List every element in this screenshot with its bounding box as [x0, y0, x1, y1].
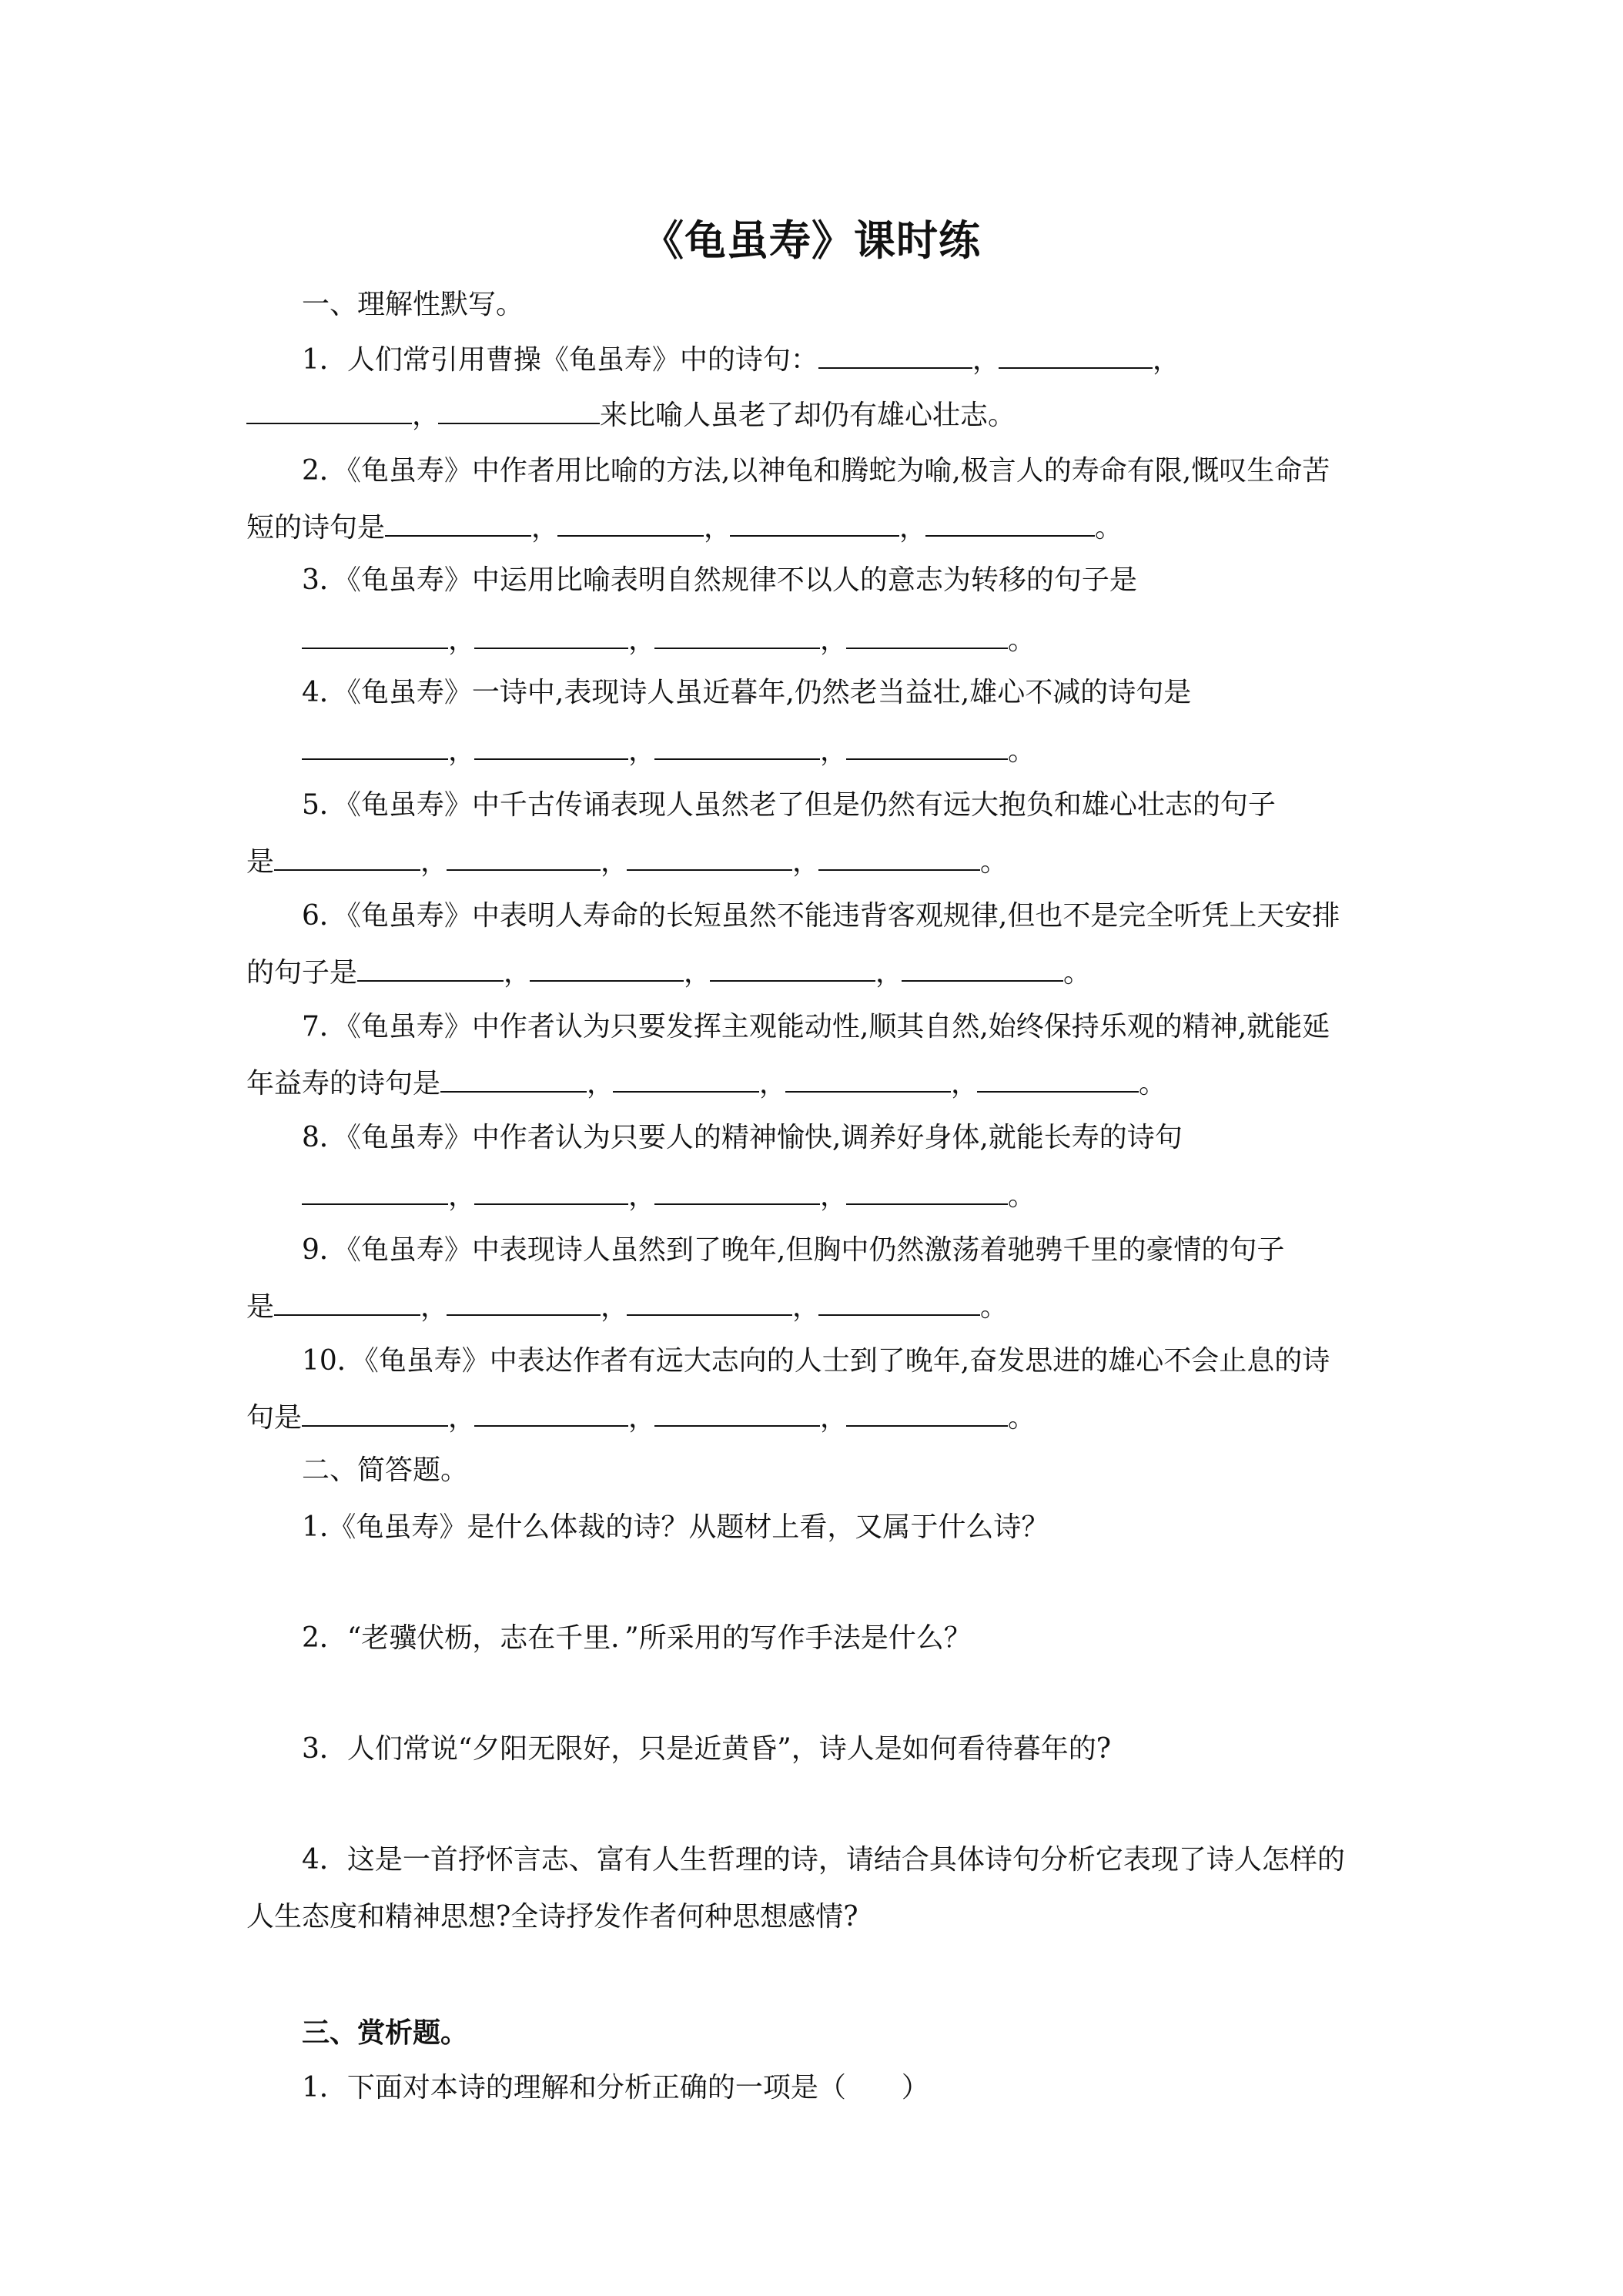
- q8-line2: [302, 1176, 1036, 1215]
- period: 。: [1008, 1180, 1036, 1212]
- comma: ，: [628, 624, 657, 656]
- comma: ，: [820, 1180, 848, 1212]
- comma: ，: [601, 1291, 629, 1323]
- section2-q1: 1.《龟虽寿》是什么体裁的诗？从题材上看，又属于什么诗？: [302, 1511, 1049, 1543]
- q1-suffix: 来比喻人虽老了却仍有雄心壮志。: [600, 400, 1016, 431]
- q6-blank-1[interactable]: [357, 953, 504, 982]
- q1-line2: [246, 396, 1016, 434]
- period: 。: [980, 1291, 1009, 1323]
- section2-q4-line1: 4．这是一首抒怀言志、富有人生哲理的诗，请结合具体诗句分析它表现了诗人怎样的: [302, 1844, 1345, 1876]
- period: 。: [1063, 957, 1092, 989]
- q1-blank-4[interactable]: [438, 396, 600, 424]
- q4-blank-3[interactable]: [654, 731, 820, 760]
- comma: ，: [412, 400, 440, 431]
- section1-heading: 一、理解性默写。: [302, 289, 524, 320]
- q2-line2: [246, 508, 1123, 547]
- q6-line1: 6．《龟虽寿》中表明人寿命的长短虽然不能违背客观规律,但也不是完全听凭上天安排: [302, 900, 1340, 932]
- comma: ，: [448, 1180, 477, 1212]
- q9-blank-4[interactable]: [818, 1287, 980, 1316]
- q7-line1: 7．《龟虽寿》中作者认为只要发挥主观能动性,顺其自然,始终保持乐观的精神,就能延: [302, 1011, 1330, 1043]
- comma: ，: [820, 624, 848, 656]
- q6-prefix: 的句子是: [246, 957, 358, 989]
- period: 。: [1008, 624, 1036, 656]
- q5-blank-1[interactable]: [274, 842, 420, 871]
- q6-blank-3[interactable]: [710, 953, 875, 982]
- comma: ，: [601, 846, 629, 878]
- q1-text: 1．人们常引用曹操《龟虽寿》中的诗句：: [302, 344, 818, 376]
- comma: ，: [1152, 344, 1180, 376]
- q2-blank-4[interactable]: [925, 508, 1095, 537]
- q7-blank-1[interactable]: [440, 1064, 587, 1093]
- comma: ，: [587, 1068, 615, 1099]
- q10-blank-4[interactable]: [846, 1398, 1008, 1427]
- q3-line2: [302, 621, 1036, 659]
- q2-blank-2[interactable]: [557, 508, 704, 537]
- page-title: 《龟虽寿》课时练: [642, 216, 981, 265]
- comma: ，: [875, 957, 904, 989]
- q3-blank-1[interactable]: [302, 621, 448, 649]
- comma: ，: [951, 1068, 979, 1099]
- section3-q1: 1．下面对本诗的理解和分析正确的一项是（ ）: [302, 2072, 929, 2104]
- comma: ，: [504, 957, 532, 989]
- section2-q3: 3．人们常说“夕阳无限好，只是近黄昏”，诗人是如何看待暮年的?: [302, 1733, 1112, 1765]
- period: 。: [1095, 512, 1123, 544]
- q4-blank-1[interactable]: [302, 731, 448, 760]
- q9-blank-3[interactable]: [627, 1287, 792, 1316]
- q2-prefix: 短的诗句是: [246, 512, 386, 544]
- q3-blank-3[interactable]: [654, 621, 820, 649]
- q8-blank-2[interactable]: [474, 1176, 628, 1205]
- q4-line1: 4．《龟虽寿》一诗中,表现诗人虽近暮年,仍然老当益壮,雄心不减的诗句是: [302, 677, 1192, 708]
- comma: ，: [899, 512, 928, 544]
- comma: ，: [448, 735, 477, 767]
- q6-blank-2[interactable]: [530, 953, 684, 982]
- comma: ，: [448, 1402, 477, 1434]
- q5-blank-3[interactable]: [627, 842, 792, 871]
- q10-prefix: 句是: [246, 1402, 303, 1434]
- q6-blank-4[interactable]: [902, 953, 1063, 982]
- q7-blank-3[interactable]: [785, 1064, 951, 1093]
- q5-blank-2[interactable]: [447, 842, 601, 871]
- section2-heading: 二、简答题。: [302, 1454, 469, 1486]
- period: 。: [1139, 1068, 1167, 1099]
- q3-blank-2[interactable]: [474, 621, 628, 649]
- q3-line1: 3．《龟虽寿》中运用比喻表明自然规律不以人的意志为转移的句子是: [302, 564, 1137, 596]
- comma: ，: [792, 846, 821, 878]
- q7-blank-2[interactable]: [613, 1064, 759, 1093]
- comma: ，: [420, 846, 449, 878]
- q5-blank-4[interactable]: [818, 842, 980, 871]
- q8-blank-3[interactable]: [654, 1176, 820, 1205]
- q1-blank-3[interactable]: [246, 396, 412, 424]
- q3-blank-4[interactable]: [846, 621, 1008, 649]
- q2-blank-3[interactable]: [730, 508, 899, 537]
- comma: ，: [448, 624, 477, 656]
- comma: ，: [531, 512, 560, 544]
- period: 。: [1008, 735, 1036, 767]
- comma: ，: [628, 1402, 657, 1434]
- comma: ，: [704, 512, 732, 544]
- q4-blank-4[interactable]: [846, 731, 1008, 760]
- q8-blank-1[interactable]: [302, 1176, 448, 1205]
- q1-line1: [302, 340, 1179, 379]
- q5-prefix: 是: [246, 846, 275, 878]
- period: 。: [1008, 1402, 1036, 1434]
- comma: ，: [759, 1068, 788, 1099]
- q9-blank-2[interactable]: [447, 1287, 601, 1316]
- q8-blank-4[interactable]: [846, 1176, 1008, 1205]
- comma: ，: [628, 735, 657, 767]
- q4-blank-2[interactable]: [474, 731, 628, 760]
- q9-line1: 9．《龟虽寿》中表现诗人虽然到了晚年,但胸中仍然激荡着驰骋千里的豪情的句子: [302, 1234, 1285, 1266]
- comma: ，: [628, 1180, 657, 1212]
- q5-line2: [246, 842, 1009, 881]
- q2-line1: 2．《龟虽寿》中作者用比喻的方法,以神龟和腾蛇为喻,极言人的寿命有限,慨叹生命苦: [302, 455, 1330, 487]
- q7-blank-4[interactable]: [977, 1064, 1139, 1093]
- comma: ，: [792, 1291, 821, 1323]
- q10-blank-1[interactable]: [302, 1398, 448, 1427]
- q10-blank-3[interactable]: [654, 1398, 820, 1427]
- comma: ，: [972, 344, 1000, 376]
- q5-line1: 5．《龟虽寿》中千古传诵表现人虽然老了但是仍然有远大抱负和雄心壮志的句子: [302, 789, 1276, 821]
- q9-blank-1[interactable]: [274, 1287, 420, 1316]
- q6-line2: [246, 953, 1092, 992]
- comma: ，: [420, 1291, 449, 1323]
- q7-prefix: 年益寿的诗句是: [246, 1068, 441, 1099]
- section2-q4-line2: 人生态度和精神思想?全诗抒发作者何种思想感情?: [246, 1901, 858, 1933]
- q1-blank-2[interactable]: [999, 340, 1153, 369]
- q9-prefix: 是: [246, 1291, 275, 1323]
- q2-blank-1[interactable]: [385, 508, 531, 537]
- q9-line2: [246, 1287, 1009, 1326]
- section2-q2: 2．“老骥伏枥，志在千里．”所采用的写作手法是什么？: [302, 1622, 972, 1654]
- q1-blank-1[interactable]: [818, 340, 972, 369]
- period: 。: [980, 846, 1009, 878]
- section3-heading: 三、赏析题。: [302, 2017, 469, 2049]
- comma: ，: [820, 735, 848, 767]
- q10-line1: 10．《龟虽寿》中表达作者有远大志向的人士到了晚年,奋发思进的雄心不会止息的诗: [302, 1345, 1330, 1377]
- comma: ，: [684, 957, 712, 989]
- q8-line1: 8．《龟虽寿》中作者认为只要人的精神愉快,调养好身体,就能长寿的诗句: [302, 1122, 1183, 1153]
- comma: ，: [820, 1402, 848, 1434]
- q7-line2: [246, 1064, 1167, 1103]
- q10-blank-2[interactable]: [474, 1398, 628, 1427]
- q4-line2: [302, 731, 1036, 770]
- q10-line2: [246, 1398, 1036, 1437]
